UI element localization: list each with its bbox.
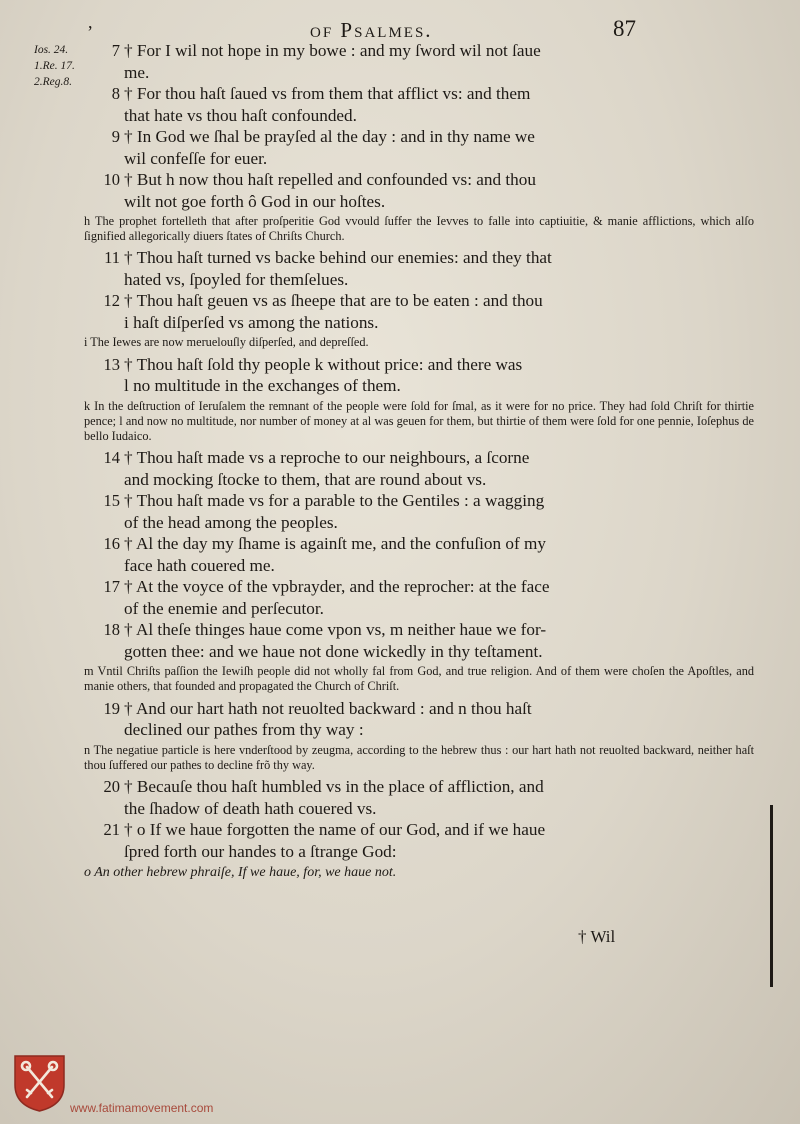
stray-mark: , bbox=[88, 12, 93, 32]
verse bbox=[84, 576, 754, 619]
verse-text bbox=[124, 354, 754, 397]
verse-line: of the enemie and perſecutor. bbox=[124, 598, 324, 618]
verse-line: † Al the day my ſhame is againſt me, and the confuſion of my bbox=[124, 534, 546, 554]
verse-line: ſpred forth our handes to a ſtrange God: bbox=[124, 841, 397, 861]
verse-line: † Thou haſt turned vs backe behind our enemies: and they that bbox=[124, 248, 552, 268]
verse-line: face hath couered me. bbox=[124, 555, 275, 575]
verse-text bbox=[124, 819, 754, 862]
verse-text bbox=[124, 619, 754, 662]
verse-text bbox=[124, 40, 754, 83]
annotation-note: o An other hebrew phraiſe, If we haue, for, we haue not. bbox=[84, 865, 397, 881]
verse-line: wilt not goe forth ô God in our hoſtes. bbox=[124, 191, 386, 211]
verse-number: 20 bbox=[103, 777, 120, 797]
verse-text bbox=[124, 576, 754, 619]
margin-ref: 1.Re. 17. bbox=[34, 60, 75, 72]
margin-ref: Ios. 24. bbox=[34, 44, 69, 56]
verse-number: 13 bbox=[103, 354, 120, 374]
verse-line: that hate vs thou haſt confounded. bbox=[124, 105, 357, 125]
verse-text bbox=[124, 290, 754, 333]
verse-number: 19 bbox=[103, 698, 120, 718]
verse bbox=[84, 490, 754, 533]
verse-line: me. bbox=[124, 62, 150, 82]
verse-line: † Becauſe thou haſt humbled vs in the place of affliction, and bbox=[124, 777, 544, 797]
verse-line: † Al theſe thinges haue come vpon vs, m neither haue we for- bbox=[124, 620, 547, 640]
verse-line: and mocking ſtocke to them, that are round about vs. bbox=[124, 469, 487, 489]
website-link[interactable]: www.fatimamovement.com bbox=[70, 1101, 214, 1115]
verse-line: hated vs, ſpoyled for themſelues. bbox=[124, 269, 349, 289]
annotation-note: m Vntil Chriſts paſſion the Iewiſh people did not wholly fal from God, and true religion. And of them were choſen the Apoſtles, and manie others, that founded and propagated the Church of Chriſt. bbox=[84, 664, 754, 694]
verse-number: 14 bbox=[103, 448, 120, 468]
verse bbox=[84, 247, 754, 290]
verse-line: † Thou haſt geuen vs as ſheepe that are to be eaten : and thou bbox=[124, 291, 543, 311]
verse-number: 7 bbox=[111, 41, 120, 60]
running-title: of Psalmes. bbox=[310, 18, 433, 42]
verse-line: wil confeſſe for euer. bbox=[124, 148, 268, 168]
verse-text bbox=[124, 490, 754, 533]
annotation-note: k In the deſtruction of Ieruſalem the remnant of the people were ſold for ſmal, as it were for no price. They had ſold Chriſt for thirtie pence; l and now no multitude, nor number of money at al was geuen for them, but thirtie of them were ſold for one pennie, Ioſephus de bello Iudaico. bbox=[84, 398, 754, 444]
psalm-text bbox=[84, 40, 754, 885]
verse-line: † For I wil not hope in my bowe : and my ſword wil not ſaue bbox=[124, 41, 541, 60]
verse-line: of the head among the peoples. bbox=[124, 512, 338, 532]
verse-line: gotten thee: and we haue not done wickedly in thy teſtament. bbox=[124, 641, 543, 661]
verse bbox=[84, 533, 754, 576]
verse bbox=[84, 40, 754, 83]
margin-rule bbox=[770, 805, 773, 987]
verse-line: † For thou haſt ſaued vs from them that afflict vs: and them bbox=[124, 84, 531, 103]
verse-number: 17 bbox=[103, 577, 120, 597]
verse bbox=[84, 169, 754, 212]
verse-number: 11 bbox=[104, 248, 120, 268]
verse bbox=[84, 354, 754, 397]
verse bbox=[84, 776, 754, 819]
annotation-note: i The Iewes are now meruelouſly diſperſed, and depreſſed. bbox=[84, 335, 369, 350]
verse-line: † But h now thou haſt repelled and confounded vs: and thou bbox=[124, 170, 536, 189]
verse-text bbox=[124, 533, 754, 576]
verse bbox=[84, 447, 754, 490]
verse-line: † And our hart hath not reuolted backward : and n thou haſt bbox=[124, 698, 532, 718]
verse-number: 9 bbox=[111, 127, 120, 146]
verse bbox=[84, 126, 754, 169]
verse-number: 8 bbox=[111, 84, 120, 103]
verse-line: † In God we ſhal be prayſed al the day : and in thy name we bbox=[124, 127, 535, 146]
verse bbox=[84, 83, 754, 126]
verse-number: 10 bbox=[103, 170, 120, 189]
annotation-note: h The prophet fortelleth that after proſperitie God vvould ſuffer the Ievves to falle into captiuitie, & manie afflictions, which alſo ſignified allegorically diuers ſtates of Chriſts Church. bbox=[84, 214, 754, 244]
verse-text bbox=[124, 698, 754, 741]
verse-text bbox=[124, 169, 754, 212]
verse-text bbox=[124, 447, 754, 490]
verse-text bbox=[124, 776, 754, 819]
page-number: 87 bbox=[613, 16, 636, 41]
verse-line: i haſt diſperſed vs among the nations. bbox=[124, 312, 379, 332]
verse-number: 16 bbox=[103, 534, 120, 554]
verse-line: declined our pathes from thy way : bbox=[124, 720, 364, 740]
verse-line: † Thou haſt made vs a reproche to our neighbours, a ſcorne bbox=[124, 448, 530, 468]
margin-ref: 2.Reg.8. bbox=[34, 76, 73, 88]
verse bbox=[84, 290, 754, 333]
verse bbox=[84, 619, 754, 662]
verse-line: l no multitude in the exchanges of them. bbox=[124, 376, 401, 396]
verse-number: 15 bbox=[103, 491, 120, 511]
verse-text bbox=[124, 83, 754, 126]
verse-line: † Thou haſt ſold thy people k without price: and there was bbox=[124, 354, 523, 374]
verse bbox=[84, 698, 754, 741]
verse-line: † Thou haſt made vs for a parable to the Gentiles : a wagging bbox=[124, 491, 545, 511]
verse-number: 21 bbox=[103, 820, 120, 840]
papal-keys-emblem-icon bbox=[12, 1053, 67, 1113]
verse-line: † o If we haue forgotten the name of our God, and if we haue bbox=[124, 820, 546, 840]
verse-number: 18 bbox=[103, 620, 120, 640]
verse-number: 12 bbox=[103, 291, 120, 311]
verse bbox=[84, 819, 754, 862]
verse-text bbox=[124, 247, 754, 290]
verse-line: † At the voyce of the vpbrayder, and the reprocher: at the face bbox=[124, 577, 550, 597]
verse-text bbox=[124, 126, 754, 169]
verse-line: the ſhadow of death hath couered vs. bbox=[124, 798, 377, 818]
annotation-note: n The negatiue particle is here vnderſtood by zeugma, according to the hebrew thus : our hart hath not reuolted backward, neither haſt thou ſuffered our pathes to decline frõ thy way. bbox=[84, 742, 754, 772]
catchword: † Wil bbox=[578, 927, 616, 946]
